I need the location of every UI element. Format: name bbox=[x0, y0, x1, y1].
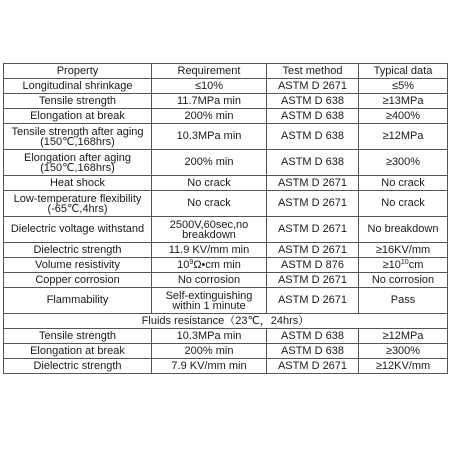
cell-property: Elongation after aging (150℃,168hrs) bbox=[4, 150, 152, 176]
requirement-base: 10 bbox=[177, 258, 190, 271]
header-typical-data: Typical data bbox=[359, 64, 448, 79]
typical-exponent: 10 bbox=[400, 258, 409, 266]
header-row bbox=[4, 64, 448, 79]
fluids-resistance-header: Fluids resistance（23℃，24hrs） bbox=[4, 314, 448, 329]
cell-requirement: No crack bbox=[152, 176, 267, 191]
table-row bbox=[4, 344, 448, 359]
cell-property: Tensile strength bbox=[4, 329, 152, 344]
cell-property: Dielectric strength bbox=[4, 359, 152, 374]
cell-test-method: ASTM D 2671 bbox=[267, 359, 359, 374]
cell-property: Flammability bbox=[4, 288, 152, 314]
cell-requirement: 11.9 KV/mm min bbox=[152, 243, 267, 258]
cell-requirement: Self-extinguishing within 1 minute bbox=[152, 288, 267, 314]
cell-property: Tensile strength after aging (150℃,168hrs) bbox=[4, 124, 152, 150]
cell-typical-data: ≥13MPa bbox=[359, 94, 448, 109]
table-row bbox=[4, 329, 448, 344]
fluids-resistance-header-row bbox=[4, 314, 448, 329]
cell-test-method: ASTM D 2671 bbox=[267, 191, 359, 217]
cell-property: Low-temperature flexibility (-65℃,4hrs) bbox=[4, 191, 152, 217]
typical-prefix: ≥10 bbox=[382, 258, 401, 271]
cell-test-method: ASTM D 638 bbox=[267, 94, 359, 109]
header-property: Property bbox=[4, 64, 152, 79]
cell-typical-data: Pass bbox=[359, 288, 448, 314]
cell-typical-data: ≥12KV/mm bbox=[359, 359, 448, 374]
requirement-unit: Ω•cm min bbox=[193, 258, 241, 271]
cell-requirement: No crack bbox=[152, 191, 267, 217]
table-row bbox=[4, 94, 448, 109]
requirement-exponent: 9 bbox=[189, 258, 194, 266]
cell-test-method: ASTM D 638 bbox=[267, 150, 359, 176]
cell-typical-data: ≤5% bbox=[359, 79, 448, 94]
header-requirement: Requirement bbox=[152, 64, 267, 79]
cell-typical-data: ≥300% bbox=[359, 150, 448, 176]
cell-test-method: ASTM D 876 bbox=[267, 258, 359, 273]
header-test-method: Test method bbox=[267, 64, 359, 79]
table-row bbox=[4, 359, 448, 374]
cell-test-method: ASTM D 2671 bbox=[267, 273, 359, 288]
cell-typical-data: ≥300% bbox=[359, 344, 448, 359]
cell-test-method: ASTM D 2671 bbox=[267, 176, 359, 191]
cell-property: Elongation at break bbox=[4, 344, 152, 359]
cell-requirement: 11.7MPa min bbox=[152, 94, 267, 109]
properties-table-container bbox=[3, 63, 447, 374]
cell-property: Volume resistivity bbox=[4, 258, 152, 273]
cell-test-method: ASTM D 638 bbox=[267, 124, 359, 150]
cell-property: Elongation at break bbox=[4, 109, 152, 124]
cell-typical-data: No breakdown bbox=[359, 217, 448, 243]
cell-test-method: ASTM D 2671 bbox=[267, 288, 359, 314]
typical-unit: cm bbox=[408, 258, 424, 271]
cell-requirement: 200% min bbox=[152, 344, 267, 359]
cell-test-method: ASTM D 638 bbox=[267, 109, 359, 124]
table-row bbox=[4, 191, 448, 217]
table-row bbox=[4, 273, 448, 288]
table-row bbox=[4, 79, 448, 94]
cell-test-method: ASTM D 2671 bbox=[267, 79, 359, 94]
cell-typical-data: No crack bbox=[359, 176, 448, 191]
cell-typical-data: No crack bbox=[359, 191, 448, 217]
cell-typical-data bbox=[359, 258, 448, 273]
cell-typical-data: No corrosion bbox=[359, 273, 448, 288]
table-row bbox=[4, 124, 448, 150]
cell-requirement: 2500V,60sec,no breakdown bbox=[152, 217, 267, 243]
cell-requirement bbox=[152, 258, 267, 273]
cell-property: Dielectric strength bbox=[4, 243, 152, 258]
cell-requirement: 10.3MPa min bbox=[152, 329, 267, 344]
cell-typical-data: ≥400% bbox=[359, 109, 448, 124]
cell-property: Dielectric voltage withstand bbox=[4, 217, 152, 243]
table-row bbox=[4, 243, 448, 258]
cell-requirement: 10.3MPa min bbox=[152, 124, 267, 150]
cell-property: Copper corrosion bbox=[4, 273, 152, 288]
cell-test-method: ASTM D 638 bbox=[267, 344, 359, 359]
table-row bbox=[4, 288, 448, 314]
cell-typical-data: ≥16KV/mm bbox=[359, 243, 448, 258]
cell-requirement: 7.9 KV/mm min bbox=[152, 359, 267, 374]
cell-test-method: ASTM D 2671 bbox=[267, 217, 359, 243]
cell-test-method: ASTM D 638 bbox=[267, 329, 359, 344]
table-row bbox=[4, 150, 448, 176]
table-row bbox=[4, 109, 448, 124]
properties-table bbox=[3, 63, 448, 374]
cell-typical-data: ≥12MPa bbox=[359, 124, 448, 150]
cell-requirement: 200% min bbox=[152, 150, 267, 176]
cell-test-method: ASTM D 2671 bbox=[267, 243, 359, 258]
cell-typical-data: ≥12MPa bbox=[359, 329, 448, 344]
cell-property: Longitudinal shrinkage bbox=[4, 79, 152, 94]
table-row bbox=[4, 217, 448, 243]
cell-property: Tensile strength bbox=[4, 94, 152, 109]
table-row bbox=[4, 258, 448, 273]
table-row bbox=[4, 176, 448, 191]
cell-requirement: No corrosion bbox=[152, 273, 267, 288]
cell-requirement: 200% min bbox=[152, 109, 267, 124]
cell-requirement: ≤10% bbox=[152, 79, 267, 94]
cell-property: Heat shock bbox=[4, 176, 152, 191]
